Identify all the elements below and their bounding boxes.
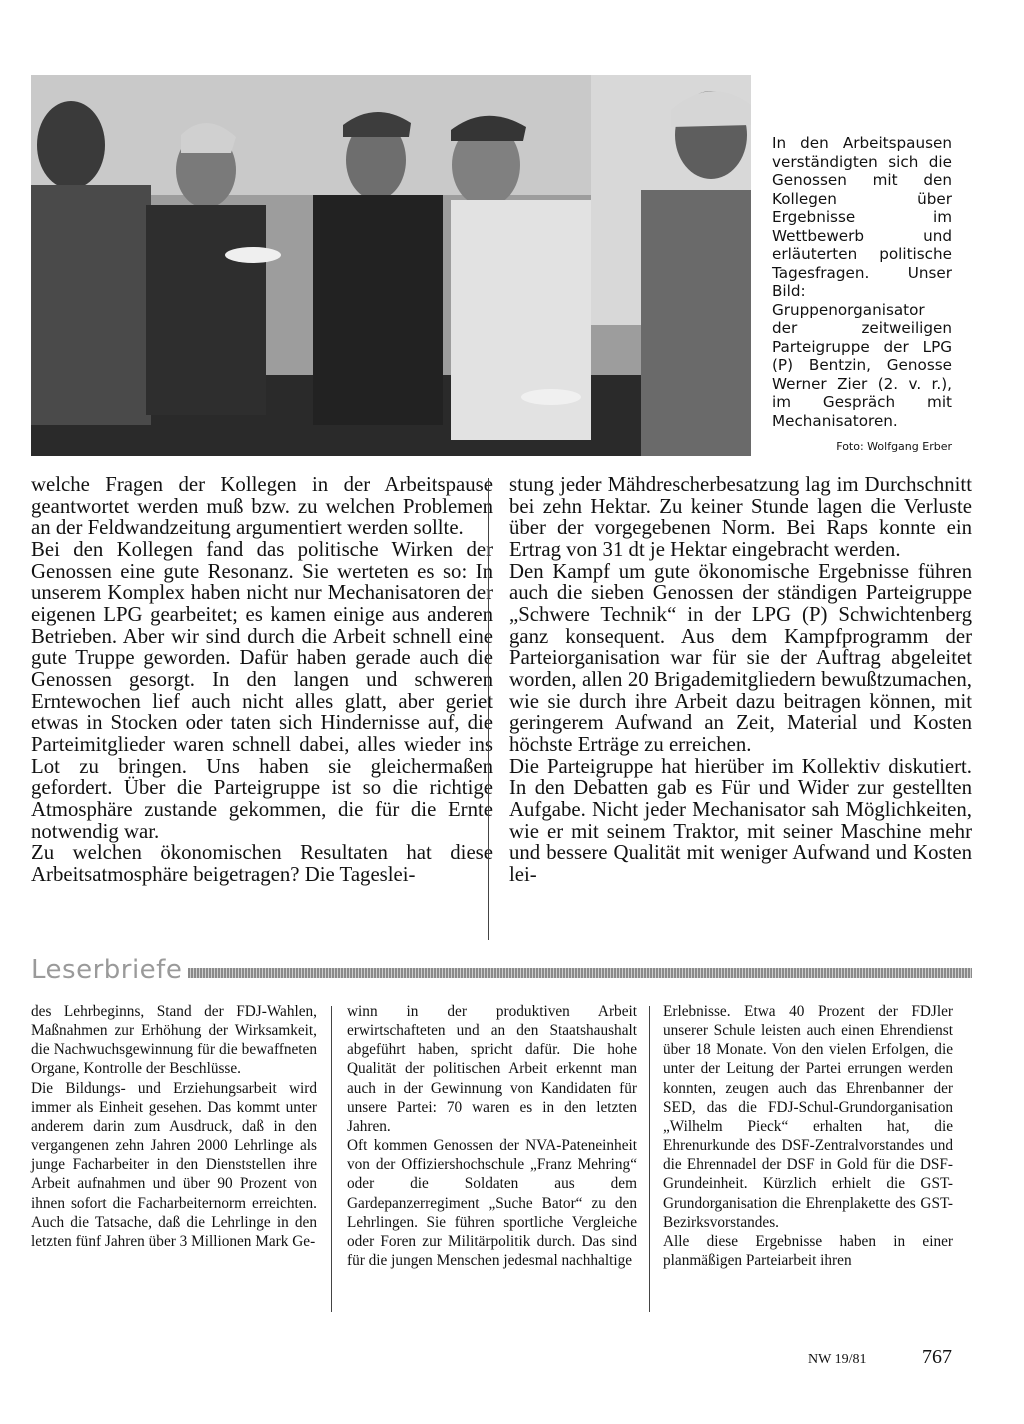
column-divider bbox=[331, 1006, 332, 1312]
letters-column-1 bbox=[31, 1002, 317, 1251]
article-photo bbox=[31, 75, 751, 456]
section-divider bbox=[188, 968, 972, 978]
article-column-left bbox=[31, 474, 493, 885]
photo-caption: In den Arbeitspausen verständigten sich die Genossen mit den Kollegen über Ergebnisse im Wettbewerb und erläuterten politische Tagesfragen. Unser Bild: Gruppenorganisator der zeitweiligen Parteigruppe der LPG (P) Bentzin, Genosse Werner Zier (2. v. r.), im Gespräch mit Mechanisatoren. bbox=[772, 134, 952, 430]
paragraph: stung jeder Mähdrescherbesatzung lag im Durchschnitt bei zehn Hektar. Zu keiner Stunde lagen die Verluste über der vorgegebenen Norm. Bei Raps konnte ein Ertrag von 31 dt je Hektar eingebracht werden. bbox=[509, 473, 972, 561]
issue-label: NW 19/81 bbox=[808, 1352, 867, 1367]
article-column-right bbox=[509, 474, 972, 885]
column-divider bbox=[649, 1006, 650, 1312]
page-number: 767 bbox=[922, 1346, 952, 1368]
paragraph: Bei den Kollegen fand das politische Wirken der Genossen eine gute Resonanz. Sie werteten es so: In unserem Komplex haben nicht nur Mechanisatoren der eigenen LPG gearbeitet; es kamen einige aus anderen Betrieben. Aber wir sind durch die Arbeit schnell eine gute Truppe geworden. Dafür haben gerade auch die Genossen gesorgt. In den langen und schweren Erntewochen lief auch nicht alles glatt, aber geriet etwas in Stocken oder taten sich Hindernisse auf, die Parteimitglieder waren schnell dabei, alles wieder ins Lot zu bringen. Uns haben sie gleichermaßen gefordert. Über die Parteigruppe ist so die richtige Atmosphäre zustande gekommen, die für die Ernte notwendig war. bbox=[31, 537, 493, 843]
photo-icon bbox=[31, 75, 751, 456]
paragraph: welche Fragen der Kollegen in der Arbeitspause geantwortet werden muß bzw. zu welchen Problemen an der Feldwandzeitung argumentiert werden sollte. bbox=[31, 473, 493, 540]
paragraph: Die Bildungs- und Erziehungsarbeit wird immer als Einheit gesehen. Das kommt unter anderem darin zum Ausdruck, daß in den vergangenen zehn Jahren 2000 Lehrlinge als junge Facharbeiter in den Dienststellen ihre Arbeit aufnahmen und über 90 Prozent von ihnen sofort die Facharbeiternorm erreichten. Auch die Tatsache, daß die Lehrlinge in den letzten fünf Jahren über 3 Millionen Mark Ge- bbox=[31, 1079, 317, 1250]
paragraph: des Lehrbeginns, Stand der FDJ-Wahlen, Maßnahmen zur Erhöhung der Wirksamkeit, die Nachwuchsgewinnung für die bewaffneten Organe, Kontrolle der Beschlüsse. bbox=[31, 1003, 317, 1078]
paragraph: Den Kampf um gute ökonomische Ergebnisse führen auch die sieben Genossen der ständigen Parteigruppe „Schwere Technik“ in der LPG (P) Schwichtenberg ganz konsequent. Aus dem Kampfprogramm der Parteiorganisation war für sie der Auftrag abgeleitet worden, allen 20 Brigademitgliedern bewußtzumachen, wie sie durch ihre Arbeit dazu beitragen können, mit geringerem Aufwand an Zeit, Material und Kosten höchste Erträge zu erreichen. bbox=[509, 559, 972, 756]
paragraph: Zu welchen ökonomischen Resultaten hat diese Arbeitsatmosphäre beigetragen? Die Tageslei- bbox=[31, 841, 493, 886]
letters-column-2 bbox=[347, 1002, 637, 1270]
column-divider bbox=[488, 478, 489, 940]
letters-column-3 bbox=[663, 1002, 953, 1270]
paragraph: Die Parteigruppe hat hierüber im Kollektiv diskutiert. In den Debatten gab es Für und Wider zur gestellten Aufgabe. Nicht jeder Mechanisator sah Möglichkeiten, wie er mit seinem Traktor, mit seiner Maschine mehr und bessere Qualität mit weniger Aufwand und Kosten lei- bbox=[509, 754, 972, 886]
paragraph: winn in der produktiven Arbeit erwirtschafteten und an den Staatshaushalt abgeführt haben, spricht dafür. Die hohe Qualität der politischen Arbeit erkennt man auch in der Gewinnung von Kandidaten für unsere Partei: 70 waren es in den letzten Jahren. bbox=[347, 1003, 637, 1135]
section-title: Leserbriefe bbox=[31, 955, 183, 985]
paragraph: Erlebnisse. Etwa 40 Prozent der FDJler unserer Schule leisten auch einen Ehrendienst über 18 Monate. Von den vielen Erfolgen, die unter der Leitung der Partei errungen werden konnten, zeugen auch das Ehrenbanner der SED, das die FDJ-Schul-Grundorganisation „Wilhelm Pieck“ erhalten hat, die Ehrenurkunde des DSF-Zentralvorstandes und die Ehrennadel der DSF in Gold für die DSF-Grundeinheit. Kürzlich erhielt die GST-Grundorganisation die Ehrenplakette des GST-Bezirksvorstandes. bbox=[663, 1003, 953, 1231]
photo-credit: Foto: Wolfgang Erber bbox=[836, 440, 952, 453]
paragraph: Alle diese Ergebnisse haben in einer planmäßigen Parteiarbeit ihren bbox=[663, 1232, 953, 1270]
paragraph: Oft kommen Genossen der NVA-Pateneinheit von der Offiziershochschule „Franz Mehring“ oder die Soldaten aus dem Gardepanzerregiment „Suche Bator“ zu den Lehrlingen. Sie führen sportliche Vergleiche oder Foren zur Militärpolitik durch. Das sind für die jungen Menschen jedesmal nachhaltige bbox=[347, 1137, 637, 1270]
